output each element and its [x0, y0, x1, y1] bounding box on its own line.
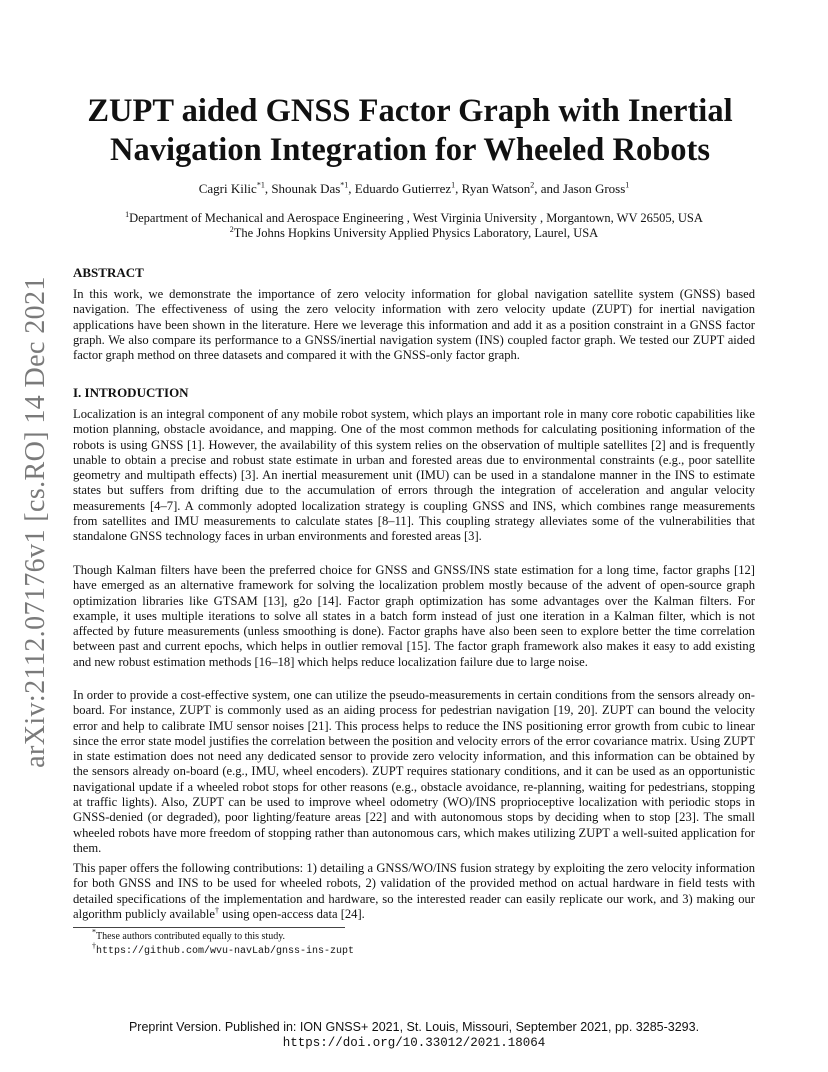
doi-link[interactable]: https://doi.org/10.33012/2021.18064 [282, 1036, 546, 1050]
author: Cagri Kilic$^{*1}$, [198, 180, 272, 196]
title-line-1: ZUPT aided GNSS Factor Graph with Inertial [87, 93, 733, 129]
footnote-repository: †https://github.com/wvu-navLab/gnss-ins-zupt [92, 941, 355, 957]
arxiv-identifier: arXiv:2112.07176v1 [cs.RO] 14 Dec 2021 [20, 276, 51, 768]
affiliations [70, 211, 758, 241]
intro-paragraph-1: Localization is an integral component of any mobile robot system, which plays an important role in many core robotic capabilities like motion planning, obstacle avoidance, and mapping. One of the most common methods for calculating positioning information of the robots is using GNSS [1]. However, the availability of this system relies on the observation of multiple satellites [2] and is frequently unable to obtain a precise and robust state estimate in urban and forested areas due to environmental constraints (e.g., poor satellite geometry and multipath effects) [3]. An inertial measurement unit (IMU) can be used in a standalone manner in the INS to estimate states but suffers from drifting due to the accumulation of errors through the integration of acceleration and angular velocity measurements [4–7]. A commonly adopted localization strategy is coupling GNSS and INS, which combines range measurements from satellites and IMU measurements to calculate states [8–11]. This coupling strategy alleviates some of the vulnerabilities that standalone GNSS technology faces in urban environments and forested areas [3]. [73, 407, 755, 544]
introduction-heading: I. INTRODUCTION [73, 385, 189, 400]
publication-note: Preprint Version. Published in: ION GNSS+ 2021, St. Louis, Missouri, September 2021, pp. 3285-3293. [128, 1020, 700, 1034]
author: Jason Gross$^1$ [562, 180, 630, 196]
author: Ryan Watson$^2$, and [461, 180, 563, 196]
affiliation: $^1$Department of Mechanical and Aerospace Engineering , West Virginia University , Morgantown, WV 26505, USA [125, 209, 703, 225]
abstract-text: In this work, we demonstrate the importance of zero velocity information for global navigation satellite system (GNSS) based navigation. The effectiveness of using the zero velocity information with zero velocity update (ZUPT) for inertial navigation applications have been shown in the literature. Here we leverage this information and add it as a position constraint in a GNSS factor graph. We also compare its performance to a GNSS/inertial navigation system (INS) coupled factor graph. We tested our ZUPT aided factor graph method on three datasets and compared it with the GNSS-only factor graph. [73, 287, 755, 363]
abstract-heading: ABSTRACT [73, 265, 144, 280]
intro-paragraph-3: In order to provide a cost-effective system, one can utilize the pseudo-measurements in certain conditions from the sensors already on-board. For instance, ZUPT is commonly used as an aiding process for pedestrian navigation [19, 20]. ZUPT can bound the velocity error and help to calibrate IMU sensor noises [21]. This process helps to reduce the INS positioning error growth from cubic to linear since the error state model justifies the correlation between the position and velocity errors of the error covariance matrix. Using ZUPT in state estimation does not need any dedicated sensor to provide zero velocity information, and this information can be obtained by the sensors already on-board (e.g., IMU, wheel encoders). ZUPT requires stationary conditions, and it can be used as an opportunistic navigational update if a wheeled robot stops for other reasons (e.g., obstacle avoidance, re-planning, waiting for pedestrians, stopping at traffic lights). Also, ZUPT can be used to improve wheel odometry (WO)/INS proprioceptive localization with periodic stops in GNSS-denied (or degraded), poor lighting/feature areas [22] and with autonomous stops by deciding when to stop [23]. The small wheeled robots have more freedom of stopping rather than autonomous cars, which makes utilizing ZUPT a well-suited application for them. [73, 688, 755, 855]
footnote-equal-contribution: *These authors contributed equally to this study. [92, 927, 286, 942]
intro-paragraph-2: Though Kalman filters have been the preferred choice for GNSS and GNSS/INS state estimation for a long time, factor graphs [12] have emerged as an alternative framework for solving the localization problem mostly because of the advent of open-source graph optimization libraries like GTSAM [13], g2o [14]. Factor graph optimization has some advantages over the Kalman filters. For example, it uses multiple iterations to solve all states in a batch form instead of just one iteration in a Kalman filter, which is not affected by future measurements (unless smoothing is done). Factor graphs have also been seen to explore better the time correlation between past and current epochs, which helps in outlier removal [15]. The factor graph framework also makes it easy to add existing and new robust estimation methods [16–18] which helps reduce localization failure due to large noise. [73, 563, 755, 669]
affiliation: $^2$The Johns Hopkins University Applied Physics Laboratory, Laurel, USA [229, 224, 599, 240]
intro-paragraph-4: This paper offers the following contributions: 1) detailing a GNSS/WO/INS fusion strategy by exploiting the zero velocity information for both GNSS and INS to be used for wheeled robots, 2) validation of the provided method on actual hardware in field tests with detailed specifications of the implementation and hardware, so the interested reader can easily replicate our work, and 3) making our algorithm publicly available† using open-access data [24]. [73, 861, 755, 921]
title-line-2: Navigation Integration for Wheeled Robots [109, 132, 711, 168]
repository-link[interactable]: https://github.com/wvu-navLab/gnss-ins-zupt [96, 946, 355, 957]
author-list [70, 181, 758, 197]
author: Shounak Das$^{*1}$, [271, 180, 355, 196]
paper-title [60, 92, 760, 170]
author: Eduardo Gutierrez$^1$, [354, 180, 462, 196]
footnote-divider [73, 927, 345, 928]
arxiv-sidebar-stamp [10, 272, 62, 772]
